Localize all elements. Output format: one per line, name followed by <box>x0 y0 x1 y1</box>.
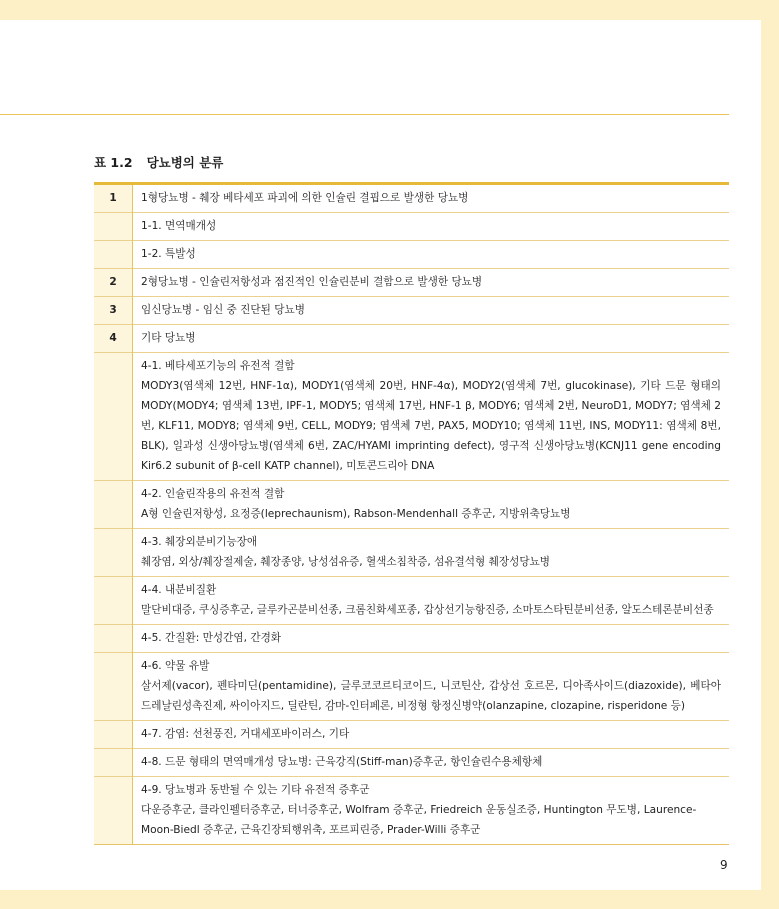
table-row <box>94 325 729 353</box>
table-row <box>94 653 729 721</box>
table-row <box>94 577 729 625</box>
subtype-text: 1-1. 면역매개성 <box>133 213 730 241</box>
row-number: 3 <box>94 297 133 325</box>
row-text: 2형당뇨병 - 인슐린저항성과 점진적인 인슐린분비 결함으로 발생한 당뇨병 <box>133 269 730 297</box>
row-text: 임신당뇨병 - 임신 중 진단된 당뇨병 <box>133 297 730 325</box>
header-rule <box>0 114 729 115</box>
row-number <box>94 749 133 777</box>
table-row <box>94 721 729 749</box>
table-row <box>94 625 729 653</box>
table-row <box>94 481 729 529</box>
table-number: 표 1.2 <box>94 155 133 170</box>
row-number <box>94 653 133 721</box>
subtype-cell <box>133 577 730 625</box>
table-row <box>94 213 729 241</box>
row-number <box>94 213 133 241</box>
subtype-title: 4-8. 드문 형태의 면역매개성 당뇨병: 근육강직(Stiff-man)증후군, 항인슐린수용체항체 <box>133 749 730 777</box>
row-number <box>94 721 133 749</box>
subtype-content: 말단비대증, 쿠싱증후군, 글루카곤분비선종, 크롬친화세포종, 갑상선기능항진증, 소마토스타틴분비선종, 알도스테론분비선종 <box>141 604 714 616</box>
subtype-title: 4-2. 인슐린작용의 유전적 결함 <box>141 488 285 500</box>
table-row <box>94 184 729 213</box>
subtype-title: 4-3. 췌장외분비기능장애 <box>141 536 258 548</box>
subtype-content: A형 인슐린저항성, 요정증(leprechaunism), Rabson-Mendenhall 증후군, 지방위축당뇨병 <box>141 508 571 520</box>
subtype-cell <box>133 353 730 481</box>
subtype-title: 4-1. 베타세포기능의 유전적 결함 <box>141 360 295 372</box>
row-number <box>94 241 133 269</box>
table-row <box>94 749 729 777</box>
row-number <box>94 353 133 481</box>
row-number <box>94 529 133 577</box>
subtype-text: 1-2. 특발성 <box>133 241 730 269</box>
table-title: 당뇨병의 분류 <box>146 155 224 170</box>
row-number: 2 <box>94 269 133 297</box>
table-row <box>94 297 729 325</box>
row-text: 기타 당뇨병 <box>133 325 730 353</box>
document-page <box>0 20 761 890</box>
row-number <box>94 481 133 529</box>
subtype-title: 4-4. 내분비질환 <box>141 584 217 596</box>
row-number: 1 <box>94 184 133 213</box>
subtype-cell <box>133 529 730 577</box>
table-caption <box>94 153 223 171</box>
table-row <box>94 241 729 269</box>
subtype-content: 다운증후군, 클라인펠터증후군, 터너증후군, Wolfram 증후군, Friedreich 운동실조증, Huntington 무도병, Laurence-Moon-Biedl 증후군, 근육긴장퇴행위축, 포르피린증, Prader-Willi 증후군 <box>141 804 697 836</box>
table-row <box>94 529 729 577</box>
subtype-title: 4-5. 간질환: 만성간염, 간경화 <box>133 625 730 653</box>
table-row <box>94 777 729 845</box>
classification-table <box>94 182 729 845</box>
subtype-title: 4-7. 감염: 선천풍진, 거대세포바이러스, 기타 <box>133 721 730 749</box>
subtype-title: 4-6. 약물 유발 <box>141 660 210 672</box>
row-number <box>94 777 133 845</box>
row-text: 1형당뇨병 - 췌장 베타세포 파괴에 의한 인슐린 결핍으로 발생한 당뇨병 <box>141 192 469 204</box>
subtype-content: 췌장염, 외상/췌장절제술, 췌장종양, 낭성섬유증, 혈색소침착증, 섬유결석형 췌장성당뇨병 <box>141 556 551 568</box>
subtype-cell <box>133 777 730 845</box>
row-number: 4 <box>94 325 133 353</box>
subtype-cell <box>133 653 730 721</box>
subtype-cell <box>133 481 730 529</box>
subtype-content: MODY3(염색체 12번, HNF-1α), MODY1(염색체 20번, HNF-4α), MODY2(염색체 7번, glucokinase), 기타 드문 형태의 MODY(MODY4; 염색체 13번, IPF-1, MODY5; 염색체 17번, HNF-1 β, MODY6; 염색체 2번, NeuroD1, MODY7; 염색체 2번, KLF11, MODY8; 염색체 9번, CELL, MODY9; 염색체 7번, PAX5, MODY10; 염색체 11번, INS, MODY11: 염색체 8번, BLK), 일과성 신생아당뇨병(염색체 6번, ZAC/HYAMI imprinting defect), 영구적 신생아당뇨병(KCNJ11 gene encoding Kir6.2 subunit of β-cell KATP channel), 미토콘드리아 DNA <box>141 380 721 472</box>
table-row <box>94 269 729 297</box>
subtype-content: 살서제(vacor), 펜타미딘(pentamidine), 글루코코르티코이드, 니코틴산, 갑상선 호르몬, 디아족사이드(diazoxide), 베타아드레날린성촉진제, 싸이아지드, 딜란틴, 감마-인터페론, 비정형 항정신병약(olanzapine, clozapine, risperidone 등) <box>141 680 721 712</box>
subtype-title: 4-9. 당뇨병과 동반될 수 있는 기타 유전적 증후군 <box>141 784 370 796</box>
table-row <box>94 353 729 481</box>
page-number: 9 <box>720 858 728 872</box>
row-number <box>94 625 133 653</box>
row-number <box>94 577 133 625</box>
